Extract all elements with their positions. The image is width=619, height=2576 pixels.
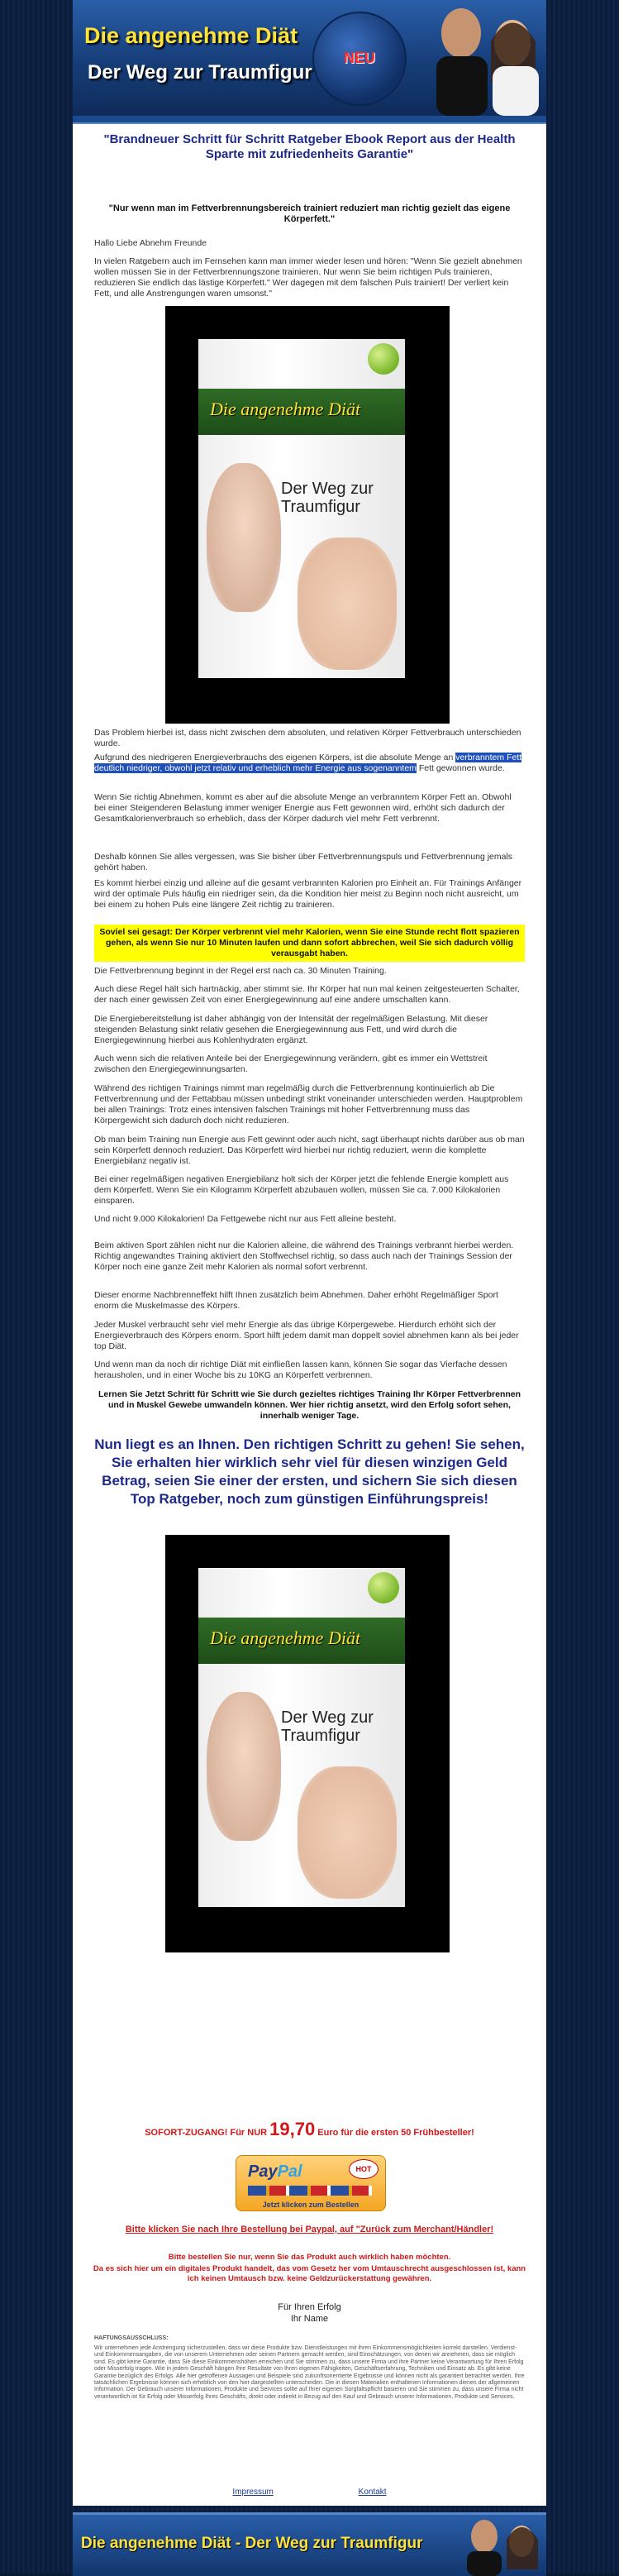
footer-title: Die angenehme Diät - Der Weg zur Traumfigur (81, 2535, 423, 2552)
paragraph: Jeder Muskel verbraucht sehr viel mehr Energie als das übrige Körpergewebe. Hierdurch erhöht sich der Energieverbrauch des Körpers enorm. Sport hilft jedem damit man doppelt soviel abnehmen kann als bei jeder top Diät. (94, 1320, 519, 1351)
kontakt-link[interactable]: Kontakt (358, 2488, 387, 2497)
body-silhouette (298, 1766, 397, 1899)
header-divider (73, 116, 546, 124)
cta-headline: Nun liegt es an Ihnen. Den richtigen Schritt zu gehen! Sie sehen, Sie erhalten hier wirklich sehr viel für diesen winzigen Geld Betrag, seien Sie einer der ersten, und sichern Sie sich diesen Top Ratgeber, noch zum günstigen Einführungspreis! (94, 1436, 525, 1507)
paragraph-text: Aufgrund des niedrigeren Energieverbrauchs des eigenen Körpers, ist die absolute Menge an (94, 753, 456, 762)
return-to-merchant-link[interactable]: Bitte klicken Sie nach Ihre Bestellung bei Paypal, auf "Zurück zum Merchant/Händler! (125, 2225, 494, 2234)
apple-icon (368, 343, 399, 375)
ebook-cover (198, 1568, 405, 1907)
credit-cards-icon (248, 2186, 372, 2196)
new-badge (312, 12, 407, 106)
paragraph: Beim aktiven Sport zählen nicht nur die Kalorien alleine, die während des Trainings verbrannt hierbei werden. Richtig angewandtes Training aktiviert den Stoffwechsel richtig, so dass auch nach der Trainings Session der Körper noch eine ganze Zeit mehr Kalorien als normal sofort verbrennt. (94, 1240, 514, 1272)
ebook-subtitle: Der Weg zur Traumfigur (281, 480, 374, 516)
hot-badge: HOT (349, 2159, 379, 2179)
paragraph: Die Energiebereitstellung ist daher abhängig von der Intensität der regelmäßigen Belastung. Mit dieser steigenden Belastung sinkt relativ gesehen die Energiegewinnung aus Fett, und wird durch die Energiegewinnung hierbei aus Kohlenhydraten ergänzt. (94, 1014, 488, 1045)
site-header (73, 0, 546, 116)
couple-photo (420, 0, 546, 116)
body-silhouette (298, 538, 397, 670)
paypal-button-label: Jetzt klicken zum Bestellen (262, 2201, 359, 2209)
disclaimer-text: Wir unternehmen jede Anstrengung sicherzustellen, dass wir diese Produkte bzw. Dienstleistungen mit ihren Einkommensmöglichkeiten korrekt darstellen. Verdienst- und Einkommensangaben, die von unserem Unternehmen oder seinen Partnern gemacht werden, sind Einschätzungen, von denen wir annehmen, dass sie möglich sind. Es gibt keine Garantie, dass Sie diese Einkommenshöhen erreichen und Sie stimmen zu, dass unsere Firma und ihre Partner keine Verantwortung für Ihren Erfolg oder Misserfolg tragen. Wie in jedem Geschäft hängen Ihre Resultate von Ihren eigenen Fähigkeiten, Geschäftserfahrung, Techniken und Einsatz ab. Es gibt keine Garantie bezüglich des Erfolgs. Alle hier getroffenen Aussagen und Beispiele sind zukunftsorientierte Ergebnisse und können nicht als garantiert betrachtet werden. Ihre tatsächlichen Ergebnisse können sich erheblich von den hier dargestellten unterscheiden. Die in diesen Materialien enthaltenen Informationen dienen der allgemeinen Information. Der Gebrauch unserer Informationen, Produkte und Services sollte auf Ihrer eigenen Sorgfaltspflicht basieren und Sie stimmen zu, dass unsere Firma nicht verantwortlich ist für Erfolg oder Misserfolg Ihres Geschäfts, direkt oder indirekt in Bezug auf den Kauf und Gebrauch unserer Informationen, Produkte und Services. (94, 2345, 525, 2400)
disclaimer-heading: HAFTUNGSAUSSCHLUSS: (94, 2335, 169, 2341)
paragraph: Auch wenn sich die relativen Anteile bei der Energiegewinnung verändern, gibt es immer ein Wettstreit zwischen den Energiegewinnungsarten. (94, 1054, 488, 1074)
paragraph-highlight (94, 753, 525, 774)
couple-photo (455, 2515, 546, 2576)
paypal-logo: PayPal (248, 2163, 302, 2181)
ebook-subtitle: Der Weg zur Traumfigur (281, 1709, 374, 1745)
site-footer (73, 2512, 546, 2576)
price-value: 19,70 (269, 2119, 316, 2139)
price-offer (89, 2119, 530, 2140)
intro-headline: "Brandneuer Schritt für Schritt Ratgeber Ebook Report aus der Health Sparte mit zufriedenheits Garantie" (103, 132, 516, 161)
main-content (73, 124, 546, 2506)
signature-name: Ihr Name (290, 2314, 329, 2324)
order-note-1: Bitte bestellen Sie nur, wenn Sie das Produkt auch wirklich haben möchten. (168, 2253, 451, 2262)
intro-quote: "Nur wenn man im Fettverbrennungsbereich trainiert reduziert man richtig gezielt das eigene Körperfett." (108, 203, 511, 224)
ebook-cover-image (165, 306, 450, 724)
woman-face (207, 1692, 281, 1841)
header-title: Die angenehme Diät (84, 23, 298, 48)
ebook-title: Die angenehme Diät (210, 399, 361, 419)
ebook-cover-image-2 (165, 1535, 450, 1952)
paragraph: Deshalb können Sie alles vergessen, was Sie bisher über Fettverbrennungspuls und Fettverbrennung jemals gehört haben. (94, 852, 513, 872)
intro-paragraph: In vielen Ratgebern auch im Fernsehen kann man immer wieder lesen und hören: "Wenn Sie gezielt abnehmen wollen müssen Sie in der Fettverbrennungszone trainieren. Nur wenn Sie beim richtigen Puls trainieren, reduzieren Sie endlich das lästige Körperfett." Wer dagegen mit dem falschen Puls trainiert! Der verliert kein Fett, und alle Anstrengungen waren umsonst." (94, 256, 522, 299)
ebook-title-band (198, 1618, 405, 1664)
paragraph: Das Problem hierbei ist, dass nicht zwischen dem absoluten, und relativen Körper Fettverbrauch unterschieden wurde. (94, 728, 521, 748)
woman-face (207, 463, 281, 612)
paragraph: Während des richtigen Trainings nimmt man regelmäßig durch die Fettverbrennung kontinuierlich ab Die Fettverbrennung und der Fettabbau müssen unbedingt strikt voneinander unterschieden werden. Hauptproblem bei allen Trainings: Trotz eines intensiven falschen Trainings mit hoher Fettverbrennung muss das Körpergewicht sich dadurch doch nicht reduzieren. (94, 1083, 523, 1126)
paragraph: Wenn Sie richtig Abnehmen, kommt es aber auf die absolute Menge an verbranntem Körper Fett an. Obwohl bei einer Steigenderen Belastung immer weniger Energie aus Fett gewonnen wird, erhöht sich dadurch der Gesamtkalorienverbrauch so erheblich, dass der Körper dadurch viel mehr Fett verbrennt. (94, 792, 512, 824)
greeting: Hallo Liebe Abnehm Freunde (94, 238, 207, 248)
paragraph: Die Fettverbrennung beginnt in der Regel erst nach ca. 30 Minuten Training. (94, 966, 387, 976)
ebook-title-band (198, 389, 405, 435)
impressum-link[interactable]: Impressum (232, 2488, 274, 2497)
highlighted-text: verbranntem Fett deutlich niedriger, obwohl jetzt relativ und erheblich mehr Energie aus sogenanntem (94, 753, 522, 773)
ebook-cover (198, 339, 405, 678)
paragraph: Dieser enorme Nachbrenneffekt hilft Ihnen zusätzlich beim Abnehmen. Daher erhöht Regelmäßiger Sport enorm die Muskelmasse des Körpers. (94, 1290, 498, 1311)
ebook-title: Die angenehme Diät (210, 1627, 361, 1648)
paragraph: Bei einer regelmäßigen negativen Energiebilanz holt sich der Körper jetzt die fehlende Energie komplett aus dem Körperfett. Wenn Sie ein Kilogramm Körperfett abzubauen wollen, müssen Sie ca. 7.000 Kilokalorien einsparen. (94, 1174, 509, 1206)
order-note-2: Da es sich hier um ein digitales Produkt handelt, das vom Gesetz her vom Umtauschrecht ausgeschlossen ist, kann ich keinen Umtausch bzw. keine Geldzurückerstattung gewähren. (93, 2264, 526, 2283)
paragraph-text: Fett gewonnen wurde. (416, 763, 505, 773)
highlight-box: Soviel sei gesagt: Der Körper verbrennt viel mehr Kalorien, wenn Sie eine Stunde recht flott spazieren gehen, als wenn Sie nur 10 Minuten laufen und dann sofort abbrechen, weil Sie sich dadurch völlig verausgabt haben. (94, 925, 525, 962)
price-suffix: Euro für die ersten 50 Frühbesteller! (315, 2128, 474, 2138)
apple-icon (368, 1572, 399, 1603)
paragraph: Auch diese Regel hält sich hartnäckig, aber stimmt sie. Ihr Körper hat nun mal keinen zeitgesteuerten Schalter, der nach einer gewissen Zeit von einer Energiegewinnung auf eine andere umschalten kann. (94, 984, 520, 1005)
new-badge-label: NEU (343, 50, 375, 66)
signature-line-1: Für Ihren Erfolg (278, 2302, 341, 2312)
paragraph: Es kommt hierbei einzig und alleine auf die gesamt verbrannten Kalorien pro Einheit an. Für Trainings Anfänger wird der optimale Puls häufig ein niedriger sein, da die Kondition hier meist zu Beginn noch nicht ausreicht, um bei einem zu hohen Puls eine längere Zeit richtig zu trainieren. (94, 878, 522, 910)
paragraph: Und wenn man da noch dir richtige Diät mit einfließen lassen kann, können Sie sogar das Vierfache dessen herausholen, und in einer Woche bis zu 10KG an Körperfett verbrennen. (94, 1360, 507, 1380)
call-to-learn: Lernen Sie Jetzt Schritt für Schritt wie Sie durch gezieltes richtiges Training Ihr Körper Fettverbrennen und in Muskel Gewebe umwandeln können. Wer hier richtig ansetzt, wird den Erfolg sofort sehen, innerhalb weniger Tage. (98, 1389, 521, 1421)
header-subtitle: Der Weg zur Traumfigur (88, 61, 312, 84)
paypal-buy-button[interactable] (236, 2155, 386, 2211)
price-prefix: SOFORT-ZUGANG! Für NUR (145, 2128, 270, 2138)
paragraph: Und nicht 9.000 Kilokalorien! Da Fettgewebe nicht nur aus Fett alleine besteht. (94, 1214, 397, 1224)
paragraph: Ob man beim Training nun Energie aus Fett gewinnt oder auch nicht, sagt überhaupt nichts darüber aus ob man sein Körperfett dennoch reduziert. Das Körperfett wird hierbei nur richtig reduziert, wenn die komplette Energiebilanz negativ ist. (94, 1135, 525, 1166)
footer-links (89, 2488, 530, 2497)
